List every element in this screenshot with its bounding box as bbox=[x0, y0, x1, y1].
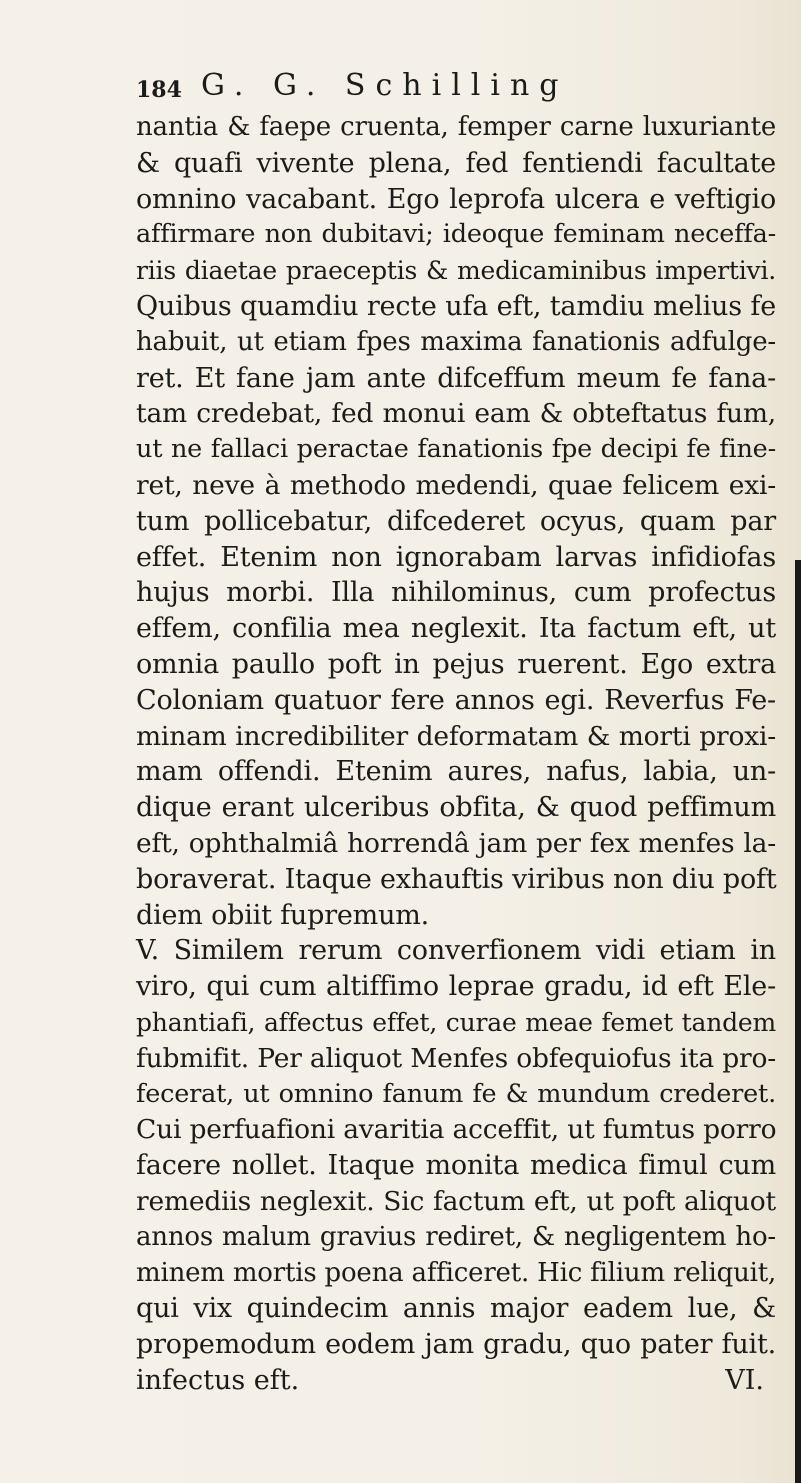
text-line: minem mortis poena afficeret. Hic filium reliquit, bbox=[136, 1257, 777, 1288]
text-line: minam incredibiliter deformatam & morti proxi- bbox=[136, 720, 776, 752]
text-line: remediis neglexit. Sic factum eft, ut poft aliquot bbox=[136, 1185, 776, 1217]
text-line: dique erant ulceribus obfita, & quod peffimum bbox=[136, 792, 776, 824]
page-edge-shadow bbox=[795, 560, 801, 1483]
text-line: diem obiit fupremum. bbox=[136, 899, 430, 931]
text-line: eft, ophthalmiâ horrendâ jam per fex menfes la- bbox=[136, 827, 776, 859]
page-header bbox=[136, 66, 756, 106]
text-line: riis diaetae praeceptis & medicaminibus impertivi. bbox=[136, 256, 776, 286]
catchword-row bbox=[136, 1363, 776, 1399]
text-line: effet. Etenim non ignorabam larvas infidiofas bbox=[136, 541, 776, 573]
text-line: boraverat. Itaque exhauftis viribus non diu poft bbox=[136, 863, 777, 895]
body-text bbox=[136, 110, 776, 1399]
text-line: annos malum gravius rediret, & negligentem ho- bbox=[136, 1221, 776, 1252]
text-line: habuit, ut etiam fpes maxima fanationis adfulge- bbox=[136, 326, 776, 357]
text-line: facere nollet. Itaque monita medica fimul cum bbox=[136, 1150, 776, 1182]
text-line: qui vix quindecim annis major eadem lue, & bbox=[136, 1293, 776, 1325]
text-line: ret, neve à methodo medendi, quae felicem exi- bbox=[136, 469, 776, 501]
text-line: ut ne fallaci peractae fanationis fpe decipi fe fine- bbox=[136, 434, 776, 465]
text-line: fecerat, ut omnino fanum fe & mundum crederet. bbox=[136, 1078, 776, 1109]
text-line: Cui perfuafioni avaritia acceffit, ut fumtus porro bbox=[136, 1114, 777, 1146]
catchword-left: infectus eft. bbox=[136, 1364, 300, 1396]
text-line: Coloniam quatuor fere annos egi. Reverfus Fe- bbox=[136, 684, 776, 716]
text-line: propemodum eodem jam gradu, quo pater fuit. bbox=[136, 1329, 776, 1361]
text-line: affirmare non dubitavi; ideoque feminam neceffa- bbox=[136, 219, 776, 250]
text-line: mam offendi. Etenim aures, nafus, labia, un- bbox=[136, 756, 776, 788]
text-line: omnino vacabant. Ego leprofa ulcera e veftigio bbox=[136, 183, 776, 215]
text-line: ret. Et fane jam ante difceffum meum fe fana- bbox=[136, 362, 776, 394]
catchword: VI. bbox=[725, 1364, 764, 1396]
text-line: V. Similem rerum converfionem vidi etiam in bbox=[136, 935, 776, 967]
text-line: & quafi vivente plena, fed fentiendi facultate bbox=[136, 147, 776, 179]
text-line: tam credebat, fed monui eam & obteftatus fum, bbox=[136, 398, 776, 430]
page-number: 184 bbox=[136, 77, 182, 103]
text-line: effem, confilia mea neglexit. Ita factum eft, ut bbox=[136, 613, 776, 645]
text-line: tum pollicebatur, difcederet ocyus, quam par bbox=[136, 505, 776, 537]
text-line: Quibus quamdiu recte ufa eft, tamdiu melius fe bbox=[136, 290, 776, 322]
text-line: phantiafi, affectus effet, curae meae femet tandem bbox=[136, 1007, 776, 1037]
running-head: G. G. Schilling bbox=[201, 68, 569, 103]
text-line: hujus morbi. Illa nihilominus, cum profectus bbox=[136, 577, 776, 609]
text-line: omnia paullo poft in pejus ruerent. Ego extra bbox=[136, 648, 776, 680]
text-line: viro, qui cum altiffimo leprae gradu, id eft Ele- bbox=[136, 971, 776, 1003]
text-line: nantia & faepe cruenta, femper carne luxuriante bbox=[136, 112, 776, 142]
text-line: fubmifit. Per aliquot Menfes obfequiofus ita pro- bbox=[136, 1042, 776, 1074]
